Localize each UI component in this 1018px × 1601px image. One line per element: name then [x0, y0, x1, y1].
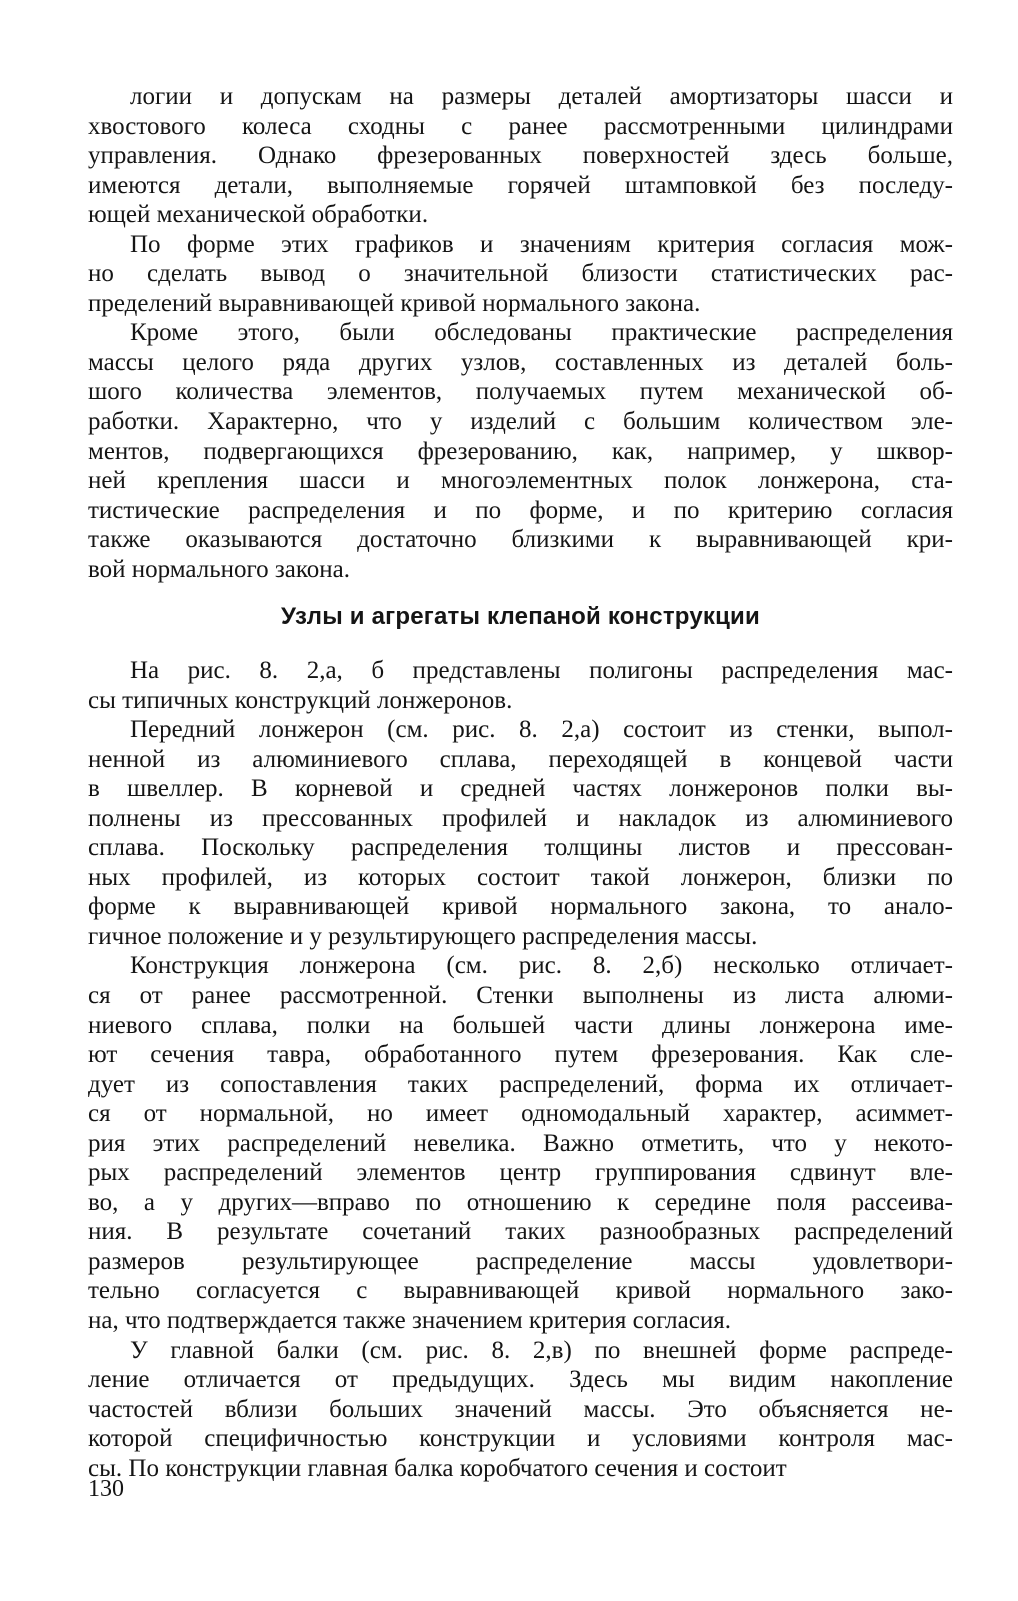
text-line: ся от ранее рассмотренной. Стенки выполнены из листа алюми-: [88, 982, 953, 1010]
text-line: на, что подтверждается также значением критерия согласия.: [88, 1307, 731, 1335]
text-line: гичное положение и у результирующего распределения массы.: [88, 922, 758, 950]
page-number: 130: [88, 1476, 124, 1502]
body-text-top: [88, 82, 953, 584]
text-line: но сделать вывод о значительной близости статистических рас-: [88, 260, 953, 288]
text-line: частостей вблизи больших значений массы. Это объясняется не-: [88, 1395, 953, 1423]
text-line: также оказываются достаточно близкими к выравнивающей кри-: [88, 526, 953, 554]
text-line: Кроме этого, были обследованы практические распределения: [130, 319, 953, 347]
text-line: ниевого сплава, полки на большей части длины лонжерона име-: [88, 1011, 953, 1039]
text-line: дует из сопоставления таких распределений, форма их отличает-: [88, 1070, 953, 1098]
text-line: которой специфичностью конструкции и условиями контроля мас-: [88, 1425, 953, 1453]
paragraph: [88, 951, 953, 1335]
section-heading: Узлы и агрегаты клепаной конструкции: [281, 603, 760, 630]
text-line: массы целого ряда других узлов, составленных из деталей боль-: [88, 348, 953, 376]
text-line: в швеллер. В корневой и средней частях лонжеронов полки вы-: [88, 775, 953, 803]
text-line: На рис. 8. 2,а, б представлены полигоны распределения мас-: [130, 657, 953, 684]
text-line: форме к выравнивающей кривой нормального закона, то анало-: [88, 893, 953, 921]
text-line: ния. В результате сочетаний таких разнообразных распределений: [88, 1218, 953, 1246]
text-line: сы типичных конструкций лонжеронов.: [88, 686, 513, 714]
text-line: работки. Характерно, что у изделий с большим количеством эле-: [88, 408, 953, 436]
paragraph: [88, 318, 953, 584]
text-line: У главной балки (см. рис. 8. 2,в) по внешней форме распреде-: [130, 1336, 953, 1364]
text-line: ней крепления шасси и многоэлементных полок лонжерона, ста-: [88, 467, 953, 495]
paragraph: [88, 82, 953, 230]
text-line: пределений выравнивающей кривой нормального закона.: [88, 289, 701, 317]
text-line: ющей механической обработки.: [88, 201, 429, 229]
text-line: Передний лонжерон (см. рис. 8. 2,а) состоит из стенки, выпол-: [130, 716, 953, 744]
text-line: сплава. Поскольку распределения толщины листов и прессован-: [88, 834, 953, 862]
text-line: логии и допускам на размеры деталей амортизаторы шасси и: [130, 83, 953, 110]
text-line: шого количества элементов, получаемых путем механической об-: [88, 378, 953, 406]
text-line: размеров результирующее распределение массы удовлетвори-: [88, 1247, 953, 1275]
text-line: имеются детали, выполняемые горячей штамповкой без последу-: [88, 171, 953, 199]
paragraph: [88, 656, 953, 715]
text-line: вой нормального закона.: [88, 555, 350, 583]
text-line: ся от нормальной, но имеет одномодальный характер, асиммет-: [88, 1100, 953, 1128]
text-line: Конструкция лонжерона (см. рис. 8. 2,б) несколько отличает-: [130, 952, 953, 980]
text-line: во, а у других—вправо по отношению к середине поля рассеива-: [88, 1188, 953, 1216]
text-line: управления. Однако фрезерованных поверхностей здесь больше,: [88, 142, 953, 170]
text-line: ление отличается от предыдущих. Здесь мы видим накопление: [88, 1366, 953, 1394]
text-line: рых распределений элементов центр группирования сдвинут вле-: [88, 1159, 953, 1187]
text-line: ментов, подвергающихся фрезерованию, как, например, у шквор-: [88, 437, 953, 465]
text-line: тистические распределения и по форме, и по критерию согласия: [88, 496, 953, 524]
body-text-section: [88, 656, 953, 1483]
paragraph: [88, 230, 953, 319]
book-page: [88, 82, 953, 1572]
paragraph: [88, 715, 953, 951]
text-line: ных профилей, из которых состоит такой лонжерон, близки по: [88, 863, 953, 891]
text-line: ют сечения тавра, обработанного путем фрезерования. Как сле-: [88, 1041, 953, 1069]
text-line: сы. По конструкции главная балка коробчатого сечения и состоит: [88, 1454, 787, 1482]
text-line: хвостового колеса сходны с ранее рассмотренными цилиндрами: [88, 112, 953, 140]
paragraph: [88, 1336, 953, 1484]
text-line: полнены из прессованных профилей и накладок из алюминиевого: [88, 804, 953, 832]
text-line: По форме этих графиков и значениям критерия согласия мож-: [130, 230, 953, 258]
text-line: тельно согласуется с выравнивающей кривой нормального зако-: [88, 1277, 953, 1305]
text-line: ненной из алюминиевого сплава, переходящей в концевой части: [88, 745, 953, 773]
text-line: рия этих распределений невелика. Важно отметить, что у некото-: [88, 1129, 953, 1157]
